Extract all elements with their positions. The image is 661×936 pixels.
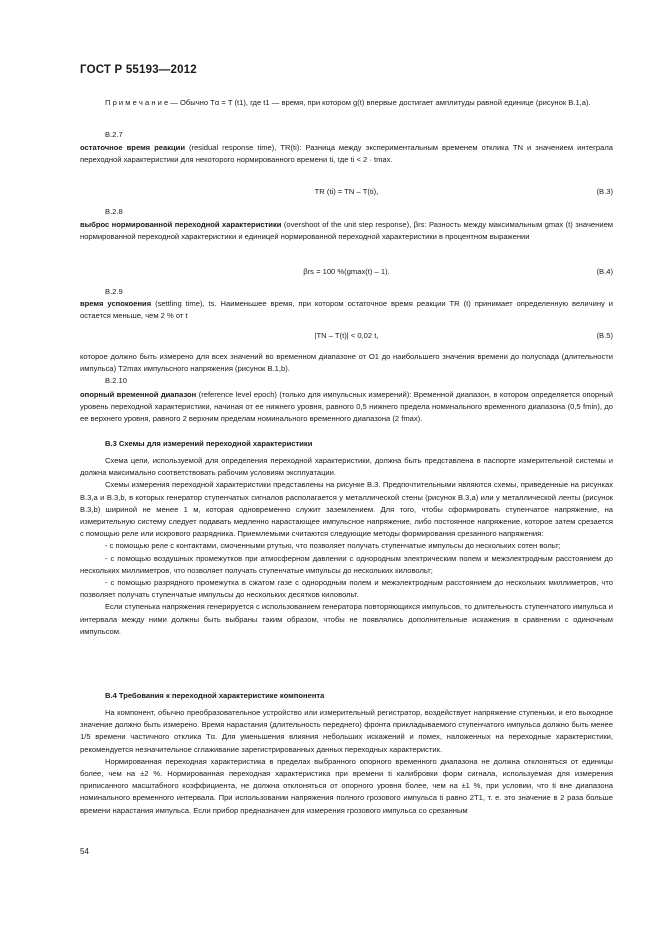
definition-text: (overshoot of the unit step response), βrs: Разность между максимальным gmax (t) значением нормированной переходной характеристики и единицей нормированной переходной характеристики в процентном выражении — [80, 220, 614, 242]
clause-number: В.2.7 — [105, 130, 123, 139]
definition-reference-epoch — [80, 389, 613, 426]
paragraph: Схема цепи, используемой для определения переходной характеристики, должна быть представлена в паспорте измерительной системы и должна максимально соответствовать рабочим условиям эксплуатации. — [80, 456, 613, 478]
term: остаточное время реакции — [80, 143, 186, 152]
clause-number: В.2.10 — [105, 376, 127, 385]
list-item: - с помощью разрядного промежутка в сжатом газе с однородным полем и межэлектродным расстоянием до нескольких миллиметров, что позволяет получать ступенчатые импульсы до нескольких десятков киловольт. — [80, 578, 613, 600]
definition-text: (reference level epoch) (только для импульсных измерений): Временной диапазон, в котором определяется опорный уровень переходной характеристики, начиная от ее нижнего уровня, равного 0,5 нижнего предела номинального временного диапазона (0,5 fmin), до ее верхнего уровня, равного 2 верхним пределам номинального временного диапазона (2 fmax). — [80, 390, 613, 424]
list-item: - с помощью реле с контактами, смоченными ртутью, что позволяет получать ступенчатые импульсы до нескольких сотен вольт; — [105, 541, 561, 551]
clause-number: В.2.8 — [105, 207, 123, 216]
formula-b3 — [80, 187, 613, 199]
term: время успокоения — [80, 299, 152, 308]
equation-number: (В.3) — [596, 187, 613, 196]
equation-number: (В.4) — [596, 267, 613, 276]
definition-residual-response-time — [80, 142, 613, 166]
paragraph: Если ступенька напряжения генерируется с использованием генератора повторяющихся импульсов, то длительность ступенчатого импульса и интервала между ними должны быть выбраны таким образом, чтобы не появлялись дополнительные искажения в сравнении с одиночным импульсом. — [80, 602, 613, 636]
section-heading-b3: В.3 Схемы для измерений переходной характеристики — [105, 439, 313, 448]
section-heading-b4: В.4 Требования к переходной характеристике компонента — [105, 691, 325, 700]
formula-b4 — [80, 267, 613, 279]
note-text: П р и м е ч а н и е — Обычно Tα = T (t1), где t1 — время, при котором g(t) впервые достигает амплитуды равной единице (рисунок В.1,а). — [105, 98, 591, 107]
definition-settling-time — [80, 298, 613, 322]
formula-expression: |TN – T(t)| < 0,02 t, — [314, 331, 379, 340]
formula-expression: TR (ti) = TN – T(ti), — [314, 187, 379, 196]
paragraph: Схемы измерения переходной характеристики представлены на рисунке В.3. Предпочтительными являются схемы, приведенные на рисунках В.3,а и В.3,b, в которых генератор ступенчатых сигналов располагается у металлической стены (рисунок В.3,а) или у металлической ленты (рисунок В.3,b) шириной не менее 1 м, которая одновременно служит заземлением. Для того, чтобы сформировать ступенчатое напряжение, на измерительную систему следует подавать медленно нарастающее импульсное напряжение, либо постоянное напряжение, которое затем срезается с помощью реле или искрового разрядника. Приемлемыми считаются следующие методы формирования срезанного напряжения: — [80, 480, 613, 539]
section-b3-body — [80, 455, 613, 638]
term: выброс нормированной переходной характеристики — [80, 220, 282, 229]
section-b4-body — [80, 707, 613, 817]
settling-time-continuation: которое должно быть измерено для всех значений во временном диапазоне от O1 до наибольшего значения времени до полуспада (длительности импульса) T2max импульсного напряжения (рисунок В.1,b). — [80, 352, 613, 374]
formula-b5 — [80, 331, 613, 343]
equation-number: (В.5) — [596, 331, 613, 340]
formula-expression: βrs = 100 %(gmax(t) – 1). — [303, 267, 390, 276]
definition-text: (residual response time), TR(ti): Разница между экспериментальным временем отклика TN и значением интеграла переходной характеристики для некоторого нормированного времени ti, где ti < 2 · tmax. — [80, 143, 613, 165]
paragraph: На компонент, обычно преобразовательное устройство или измерительный регистратор, воздействует напряжение ступеньки, и его выходное значение должно быть измерено. Время нарастания (длительность переднего) фронта прикладываемого ступенчатого импульса должно быть менее 1/5 времени частичного отклика Tα. Для уменьшения влияния небольших искажений и помех, наложенных на переходные характеристики, рекомендуется незначительное сглаживание зарегистрированных данных переходных характеристик. — [80, 708, 613, 754]
definition-text: (settling time), ts. Наименьшее время, при котором остаточное время реакции TR (t) принимает определенную величину и остается меньше, чем 2 % от t — [80, 299, 613, 321]
definition-overshoot — [80, 219, 613, 243]
page-header: ГОСТ Р 55193—2012 — [80, 64, 197, 76]
term: опорный временной диапазон — [80, 390, 197, 399]
clause-number: В.2.9 — [105, 287, 123, 296]
page-number: 54 — [80, 847, 89, 856]
list-item: - с помощью воздушных промежутков при атмосферном давлении с однородным электрическим полем и межэлектродным расстоянием до нескольких миллиметров, что позволяет получать ступенчатые импульсы до нескольких киловольт; — [80, 553, 613, 575]
paragraph: Нормированная переходная характеристика в пределах выбранного опорного временного диапазона не должна отклоняться от единицы более, чем на ±2 %. Нормированная переходная характеристика при времени ti калибровки форм сигнала, используемая для измерения приписанного масштабного коэффициента, не должна отклоняться от опорного уровня более, чем на ±1 %, при условии, что ti вне диапазона номинального временного интервала. При использовании напряжения полного грозового импульса ti равно 2T1, т. е. это значение в 2 раза больше времени нарастания импульса. Если прибор предназначен для измерения грозового импульса со срезанным — [80, 756, 613, 815]
